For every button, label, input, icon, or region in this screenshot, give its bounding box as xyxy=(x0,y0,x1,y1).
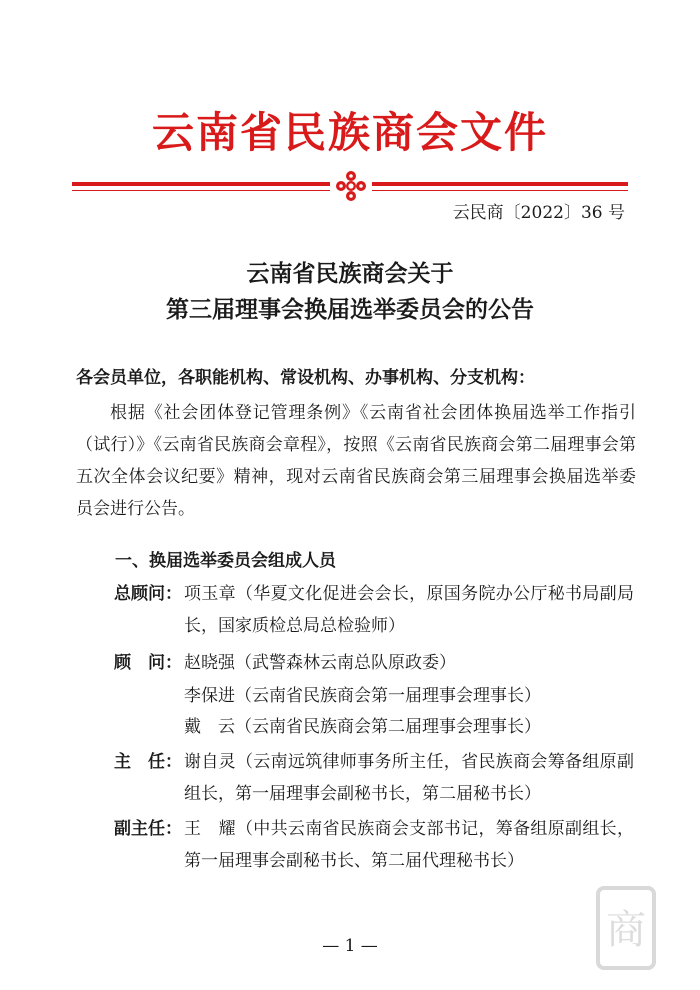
announcement-title-line2: 第三届理事会换届选举委员会的公告 xyxy=(166,296,534,323)
director-text: 谢自灵（云南远筑律师事务所主任，省民族商会筹备组原副组长，第一届理事会副秘书长，第二届秘书长） xyxy=(184,752,634,804)
advisor-line-1: 赵晓强（武警森林云南总队原政委） xyxy=(184,653,456,673)
header-rule-left-thin xyxy=(72,190,330,191)
deputy-director-text: 王 耀（中共云南省民族商会支部书记，筹备组原副组长，第一届理事会副秘书长、第二届代理秘书长） xyxy=(184,819,634,871)
header-rule-right xyxy=(372,182,628,186)
addressee: 各会员单位，各职能机构、常设机构、办事机构、分支机构： xyxy=(76,368,535,388)
header-rule-right-thin xyxy=(372,190,628,191)
advisors-label: 顾 问： xyxy=(114,653,182,673)
seal-glyph: 商 xyxy=(606,907,646,953)
deputy-director-label: 副主任： xyxy=(114,819,182,839)
ornament-icon xyxy=(334,169,368,203)
advisor-line-3: 戴 云（云南省民族商会第二届理事会理事长） xyxy=(184,717,541,737)
document-number: 云民商〔2022〕36 号 xyxy=(452,203,625,223)
header-rule-left xyxy=(72,182,330,186)
page-number: — 1 — xyxy=(322,936,378,956)
document-header-title: 云南省民族商会文件 xyxy=(151,108,548,157)
section-heading: 一、换届选举委员会组成人员 xyxy=(115,551,336,571)
advisor-line-2: 李保进（云南省民族商会第一届理事会理事长） xyxy=(184,686,541,706)
body-paragraph: 根据《社会团体登记管理条例》《云南省社会团体换届选举工作指引（试行）》《云南省民族商会章程》，按照《云南省民族商会第二届理事会第五次全体会议纪要》精神，现对云南省民族商会第三届理事会换届选举委员会进行公告。 xyxy=(76,403,636,519)
seal-watermark-icon xyxy=(595,885,657,971)
announcement-title-line1: 云南省民族商会关于 xyxy=(246,260,454,287)
chief-advisor-text: 项玉章（华夏文化促进会会长，原国务院办公厅秘书局副局长，国家质检总局总检验师） xyxy=(184,584,634,636)
director-label: 主 任： xyxy=(114,752,182,772)
chief-advisor-label: 总顾问： xyxy=(114,584,182,604)
